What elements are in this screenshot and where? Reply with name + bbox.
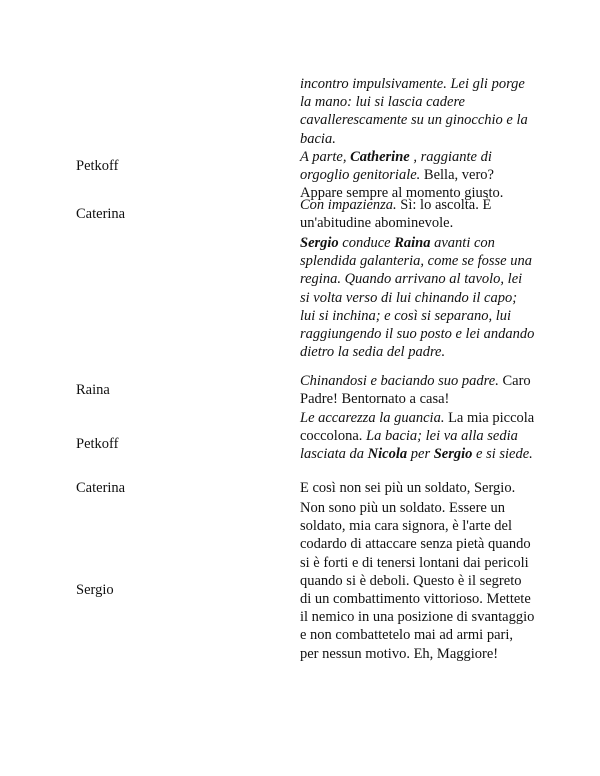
dialogue-text: [300, 499, 535, 663]
direction-segment: Chinandosi e baciando suo padre.: [300, 373, 499, 389]
stage-direction: [300, 234, 535, 361]
direction-segment: , raggiante di orgoglio genitoriale.: [300, 149, 492, 184]
stage-direction: [300, 75, 535, 148]
dialogue-segment: Bella, vero? Appare sempre al momento giusto.: [300, 167, 504, 202]
dialogue-segment: Non sono più un soldato. Essere un soldato, mia cara signora, è l'arte del codardo di attaccare senza pietà quando si è forti e di tenersi lontani dai pericoli quando si è deboli. Questo è il segreto di un combattimento vittorioso. Mettete il nemico in una posizione di svantaggio e non combattetelo mai ad armi pari, per nessun motivo. Eh, Maggiore!: [300, 500, 535, 662]
character-name: Raina: [394, 235, 431, 251]
dialogue-segment: Sì: lo ascolta. È un'abitudine abominevole.: [300, 197, 492, 232]
speaker-name: Petkoff: [76, 436, 119, 452]
speaker-name: Caterina: [76, 206, 126, 222]
dialogue-segment: La mia piccola coccolona.: [300, 410, 535, 445]
character-name-emphasis: [394, 235, 430, 251]
dialogue-segment: E così non sei più un soldato, Sergio.: [300, 480, 516, 496]
direction-segment: conduce: [338, 235, 395, 251]
dialogue-text: [300, 409, 535, 464]
direction-segment: per: [407, 446, 434, 463]
direction-segment: Le accarezza la guancia.: [300, 410, 445, 426]
direction-segment: Con impazienza.: [300, 197, 397, 213]
dialogue-text: [300, 479, 535, 497]
direction-segment: e si siede.: [472, 446, 533, 463]
direction-segment: La bacia; lei va alla sedia lasciata da: [300, 428, 518, 463]
direction-segment: A parte,: [300, 149, 351, 165]
direction-segment: incontro impulsivamente. Lei gli porge la mano: lui si lascia cadere cavallerescamente su un ginocchio e la bacia.: [300, 76, 528, 147]
character-name-emphasis: [434, 446, 473, 462]
character-name-emphasis: [368, 446, 407, 462]
speaker-name: Petkoff: [76, 158, 119, 174]
character-name: Sergio: [300, 235, 339, 251]
speaker-name: Caterina: [76, 480, 126, 496]
speaker-name: Sergio: [76, 582, 114, 598]
dialogue-text: [300, 148, 535, 203]
character-name: Nicola: [367, 446, 408, 463]
character-name-emphasis: [350, 149, 410, 165]
dialogue-segment: Caro Padre! Bentornato a casa!: [300, 373, 531, 408]
speaker-name: Raina: [76, 382, 110, 398]
character-name: Sergio: [433, 446, 473, 463]
character-name: Catherine: [350, 149, 410, 165]
dialogue-text: [300, 372, 535, 408]
character-name-emphasis: [300, 235, 339, 251]
direction-segment: avanti con splendida galanteria, come se fosse una regina. Quando arrivano al tavolo, lei si volta verso di lui chinando il capo; lui si inchina; e così si separano, lui raggiungendo il suo posto e lei andando dietro la sedia del padre.: [300, 235, 535, 361]
dialogue-text: [300, 196, 535, 232]
